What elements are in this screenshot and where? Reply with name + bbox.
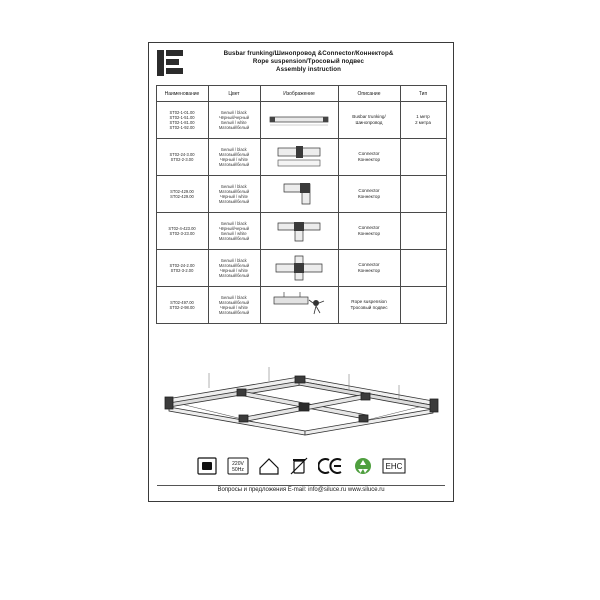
cell-image [260,213,338,250]
table-row [156,250,446,287]
l-connector-icon [261,176,338,212]
ce-mark-icon [318,456,344,476]
cell-image [260,176,338,213]
header-description: Описание [338,86,400,102]
header-color: Цвет [208,86,260,102]
svg-text:EHC: EHC [385,462,403,471]
siluce-logo-icon [157,50,183,76]
cell-color: Белый / black Матовый/белый Чёрный / white Матовый/белый [208,176,260,213]
cell-part-code: ST02-4-423.00 ST02-3-23.00 [156,213,208,250]
svg-text:220V: 220V [232,461,244,467]
cell-description: Rope suspension Тросовый подвес [338,287,400,324]
cell-type [400,250,446,287]
title-line-1: Busbar frunking/Шинопровод &Connector/Коннектор& [223,50,394,57]
instruction-sheet [148,42,454,502]
rope-suspension-icon [261,287,338,323]
footer-contact: Вопросы и предложения E-mail: info@siluce.ru www.siluce.ru [217,487,385,493]
cell-part-code: ST02-24-2.00 ST02-3-2.00 [156,250,208,287]
cell-type [400,213,446,250]
cell-type [400,139,446,176]
table-row [156,139,446,176]
parts-table [156,85,447,324]
title-line-2: Rope suspension/Тросовый подвес [252,58,365,66]
svg-text:50Hz: 50Hz [232,467,244,473]
busbar-assembly-diagram [149,343,453,453]
cell-description: Connector Коннектор [338,176,400,213]
cell-color: Белый / black Матовый/белый Чёрный / white Матовый/белый [208,287,260,324]
cell-image [260,139,338,176]
cell-image [260,102,338,139]
table-header-row [156,86,446,102]
cell-part-code: ST02-1-01.00 ST02-1-51.00 ST02-1-81.00 ST02-1-92.00 [156,102,208,139]
table-row [156,102,446,139]
voltage-icon [227,456,249,476]
cell-description: Connector Коннектор [338,250,400,287]
cell-color: Белый / black Матовый/белый Чёрный / white Матовый/белый [208,250,260,287]
cell-image [260,250,338,287]
cell-description: Connector Коннектор [338,213,400,250]
parts-table-body [156,102,446,324]
cell-type [400,287,446,324]
header-name: Наименование [156,86,208,102]
eac-mark-icon [382,456,406,476]
busbar-track-icon [261,102,338,138]
cell-color: Белый / black Чёрный/черный Белый / white Матовый/белый [208,213,260,250]
x-connector-icon [261,250,338,286]
cell-description: Connector Коннектор [338,139,400,176]
cell-part-code: ST02-497.00 ST02-2-98.00 [156,287,208,324]
square-luminaire-icon [196,456,218,476]
i-connector-icon [261,139,338,175]
cell-part-code: ST02-24-3.00 ST02-2-3.00 [156,139,208,176]
header-title-block [190,50,447,75]
document-header [149,43,453,85]
title-line-3: Assembly instruction [276,66,341,74]
cell-type: 1 метр 2 метра [400,102,446,139]
cell-color: Белый / black Матовый/белый Чёрный / white Матовый/белый [208,139,260,176]
indoor-use-icon [258,456,280,476]
table-row [156,213,446,250]
cell-type [400,176,446,213]
table-row [156,287,446,324]
table-row [156,176,446,213]
cell-image [260,287,338,324]
header-type: Тип [400,86,446,102]
recycle-icon [353,456,373,476]
cell-description: Busbar trunking/ Шинопровод [338,102,400,139]
header-image: Изображение [260,86,338,102]
cell-part-code: ST02-429.00 ST02-429.00 [156,176,208,213]
weee-bin-icon [289,456,309,476]
compliance-icon-row [149,451,453,481]
footer-divider [157,485,445,486]
t-connector-icon [261,213,338,249]
cell-color: Белый / black Чёрный/черный Белый / white Матовый/белый [208,102,260,139]
